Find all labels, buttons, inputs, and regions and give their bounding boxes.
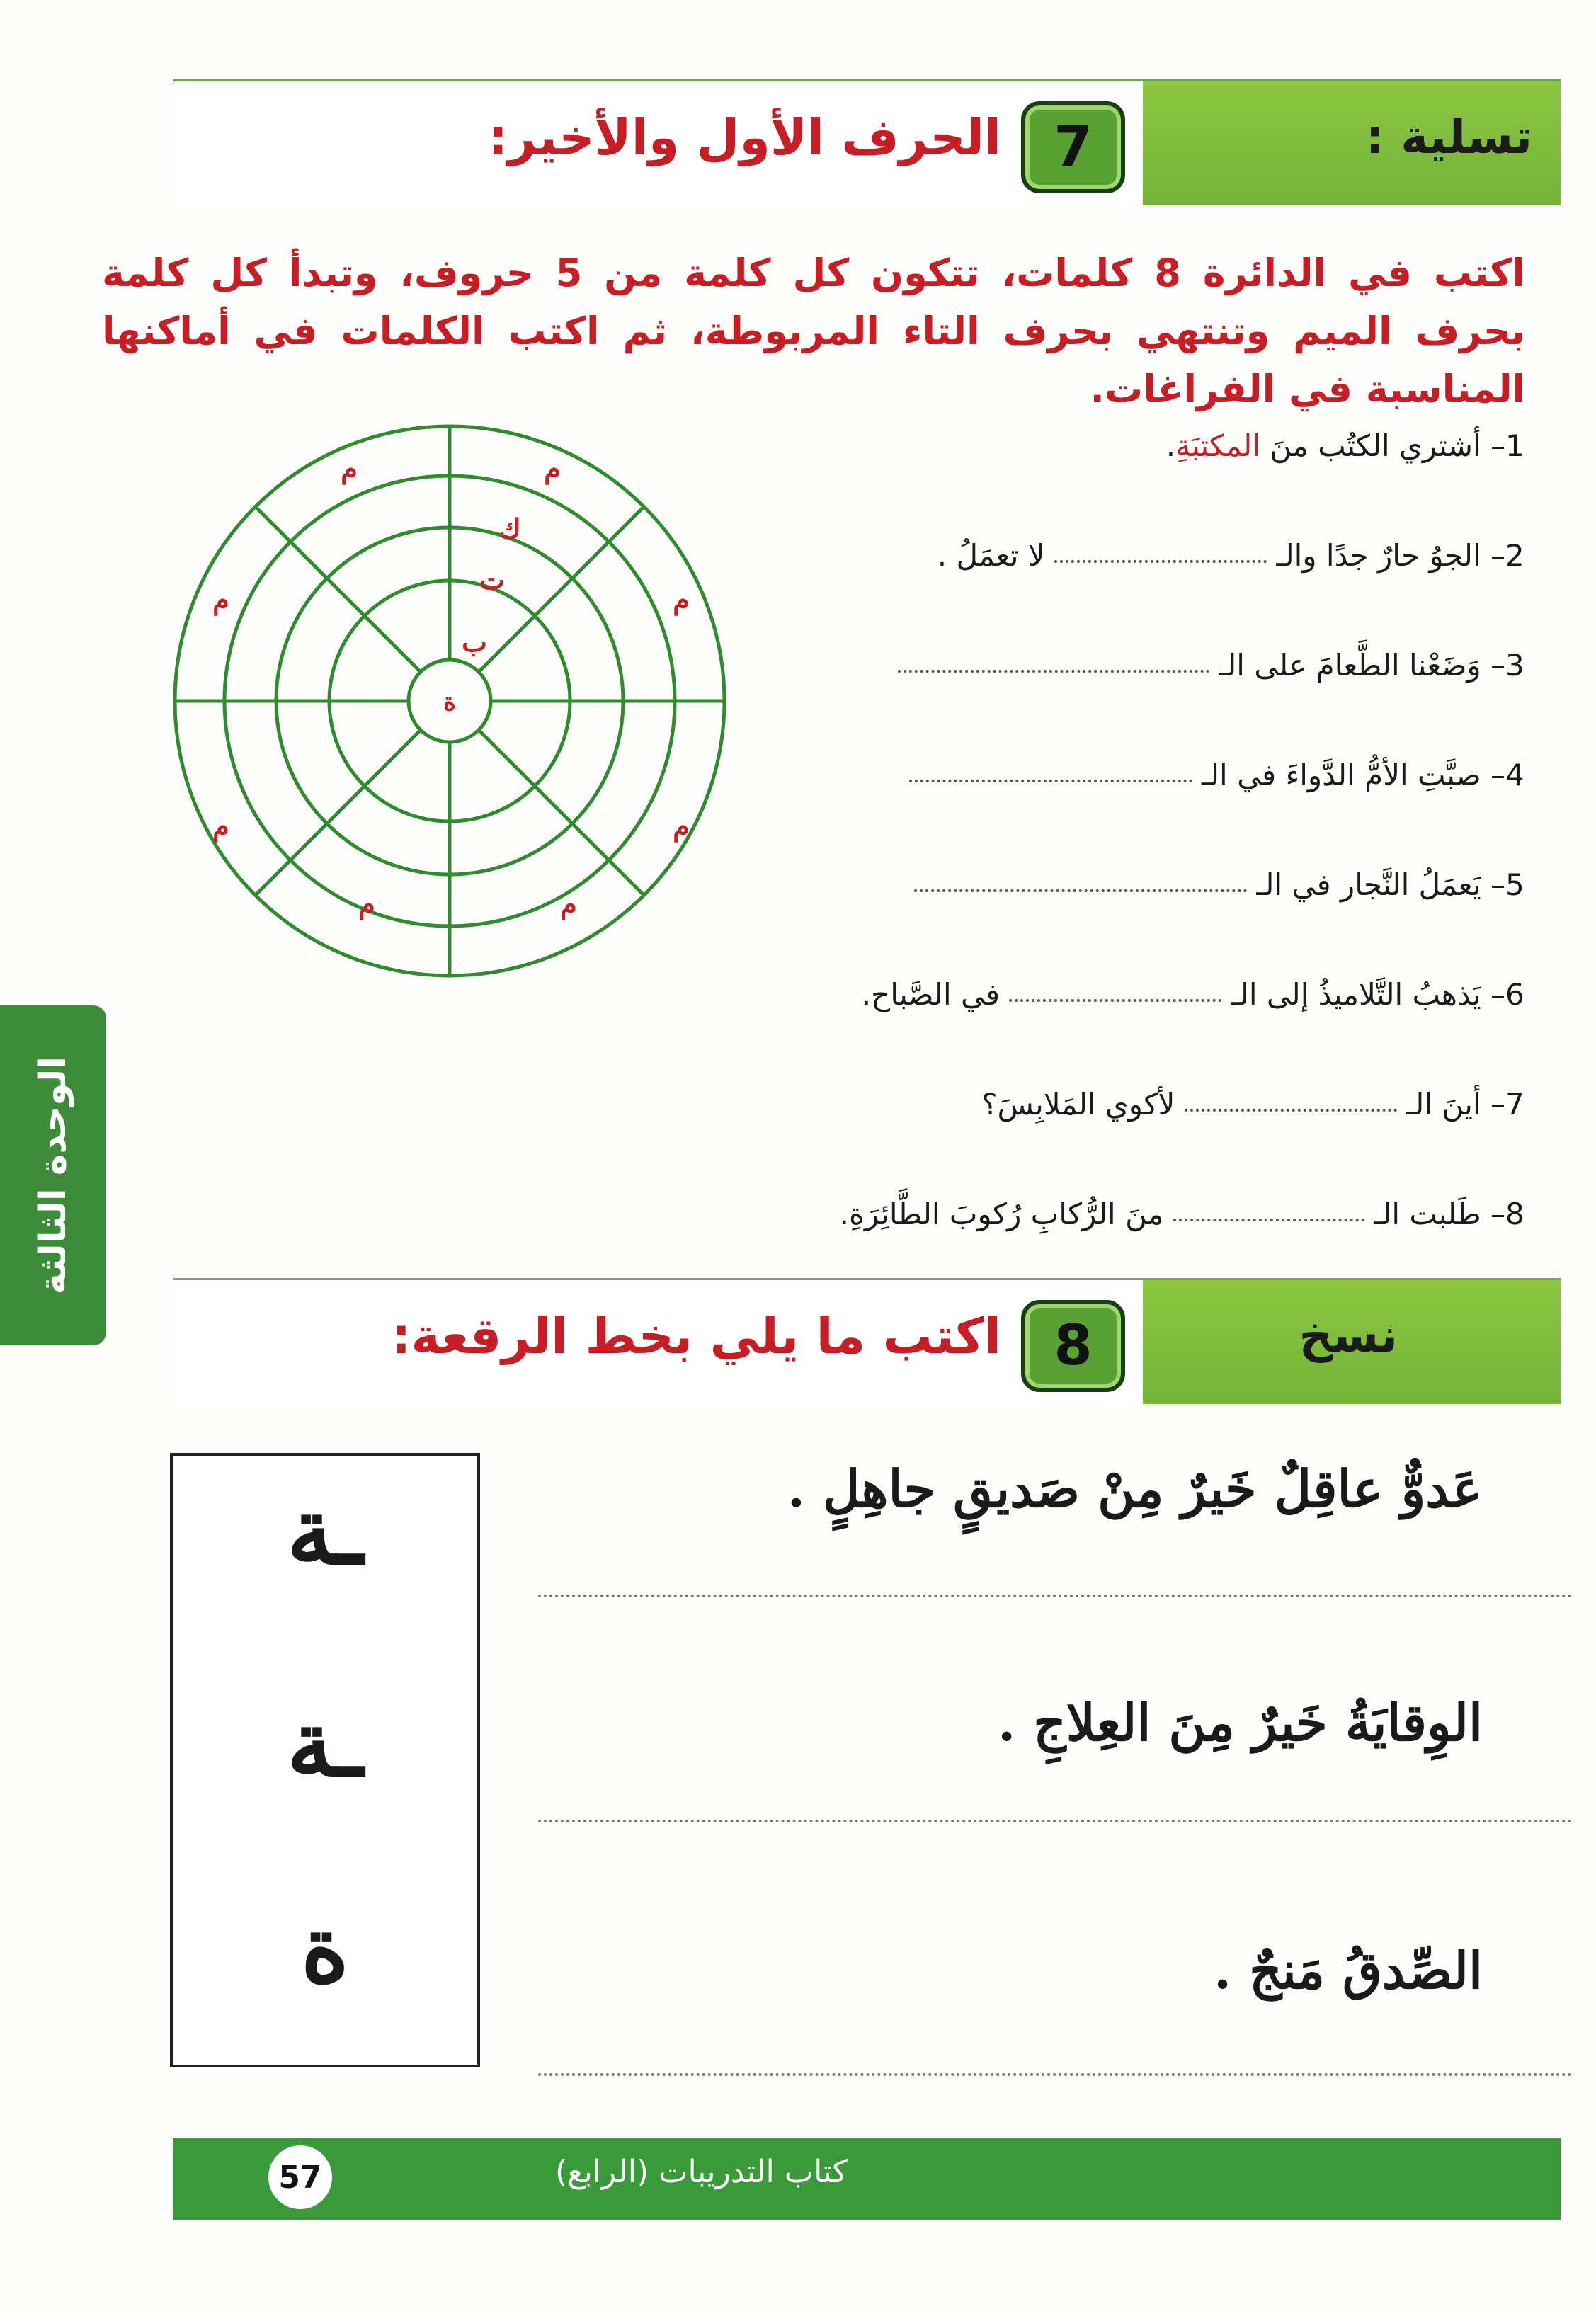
sentence-number: 6– — [1490, 977, 1524, 1012]
outer-letter-6: م — [673, 810, 690, 842]
writing-line-1[interactable] — [538, 1595, 1572, 1597]
sentence-end: لأكوي المَلابِسَ؟ — [981, 1087, 1175, 1122]
section-7-number: 7 — [1021, 101, 1125, 193]
outer-letter-1: م — [341, 452, 358, 484]
sentence-text: الجوُ حارٌ جدًا والـ — [1276, 538, 1481, 573]
column-letter-2: ت — [479, 564, 505, 595]
sentence-number: 3– — [1490, 648, 1524, 683]
letter-form-1: ـة — [287, 1477, 363, 1585]
unit-side-tab-label: الوحدة الثالثة — [32, 1056, 74, 1295]
exercise-instructions: اكتب في الدائرة 8 كلمات، تتكون كل كلمة من 5 حروف، وتبدأ كل كلمة بحرف الميم وتنتهي بحرف التاء المربوطة، ثم اكتب الكلمات في أماكنها المناسبة في الفراغات. — [102, 251, 1525, 411]
outer-letter-3: م — [212, 583, 229, 615]
page-number: 57 — [268, 2145, 332, 2209]
sentence-number: 1– — [1490, 428, 1524, 463]
sentence-text: طَلبت الـ — [1374, 1197, 1481, 1231]
section-7-header — [173, 79, 1561, 205]
answer-blank[interactable] — [1173, 1219, 1364, 1221]
sentence-text: وَضَعْنا الطَّعامَ على الـ — [1219, 648, 1481, 683]
sentence-7 — [765, 1087, 1544, 1143]
sentence-end: . — [1165, 428, 1176, 463]
writing-line-2[interactable] — [538, 1820, 1572, 1822]
sentence-text: يَعمَلُ النَّجار في الـ — [1256, 867, 1481, 902]
outer-letter-2: م — [544, 452, 561, 484]
letter-form-2: ـة — [287, 1689, 363, 1798]
section-7-label: تسلية : — [1365, 110, 1532, 164]
outer-letter-7: م — [358, 888, 375, 920]
sentence-end: لا تعمَلُ . — [937, 538, 1045, 573]
letter-form-3: ة — [300, 1895, 350, 2003]
answer-blank[interactable] — [898, 670, 1209, 673]
answer-blank[interactable] — [1054, 560, 1267, 563]
sentence-number: 8– — [1490, 1197, 1524, 1231]
sentence-number: 7– — [1490, 1087, 1524, 1122]
sentence-text: صبَّتِ الأمُّ الدَّواءَ في الـ — [1201, 758, 1481, 792]
sentence-text: أشتري الكتُب منَ — [1260, 428, 1481, 463]
copy-sentence-2: الوِقايَةُ خَيرٌ مِنَ العِلاجِ . — [998, 1692, 1483, 1752]
answer-blank[interactable] — [1185, 1109, 1397, 1112]
sentence-4 — [765, 758, 1544, 814]
sentence-3 — [765, 648, 1544, 705]
sentence-5 — [765, 867, 1544, 924]
sentence-end: منَ الرُّكابِ رُكوبَ الطَّائِرَةِ. — [839, 1197, 1164, 1231]
sentence-end: في الصَّباح. — [861, 977, 1001, 1012]
section-7-title: الحرف الأول والأخير: — [488, 108, 1001, 166]
page-footer — [173, 2138, 1561, 2220]
unit-side-tab — [0, 1005, 106, 1345]
answer-blank[interactable] — [914, 889, 1247, 892]
sentence-8 — [765, 1197, 1544, 1253]
sentence-2 — [765, 538, 1544, 595]
sentence-6 — [765, 977, 1544, 1034]
center-letter: ة — [443, 688, 456, 717]
outer-letter-5: م — [212, 810, 229, 842]
section-8-label: نسخ — [1299, 1308, 1398, 1363]
book-title: كتاب التدريبات (الرابع) — [555, 2154, 848, 2190]
letter-forms-box — [170, 1453, 480, 2067]
column-letter-3: ب — [462, 626, 487, 658]
answer-blank[interactable] — [909, 780, 1192, 782]
outer-letter-8: م — [560, 888, 577, 920]
sentence-answer: المكتبَةِ — [1175, 428, 1260, 463]
copy-sentence-3: الصِّدقُ مَنجٌ . — [1213, 1940, 1483, 2000]
answer-blank[interactable] — [1009, 999, 1221, 1002]
section-8-number: 8 — [1021, 1300, 1125, 1392]
sentence-text: يَذهبُ التَّلاميذُ إلى الـ — [1231, 977, 1481, 1012]
sentence-number: 2– — [1490, 538, 1524, 573]
section-8-title: اكتب ما يلي بخط الرقعة: — [391, 1307, 1001, 1365]
outer-letter-4: م — [673, 583, 690, 615]
column-letter-1: ك — [498, 513, 521, 544]
sentence-text: أينَ الـ — [1406, 1087, 1481, 1122]
sentence-1 — [765, 428, 1544, 485]
sentence-number: 5– — [1490, 867, 1524, 902]
word-circle-diagram — [170, 421, 729, 981]
writing-line-3[interactable] — [538, 2073, 1572, 2076]
copy-sentence-1: عَدوٌّ عاقِلٌ خَيرٌ مِنْ صَديقٍ جاهِلٍ . — [787, 1459, 1483, 1519]
sentence-number: 4– — [1490, 758, 1524, 792]
section-8-header — [173, 1278, 1561, 1404]
